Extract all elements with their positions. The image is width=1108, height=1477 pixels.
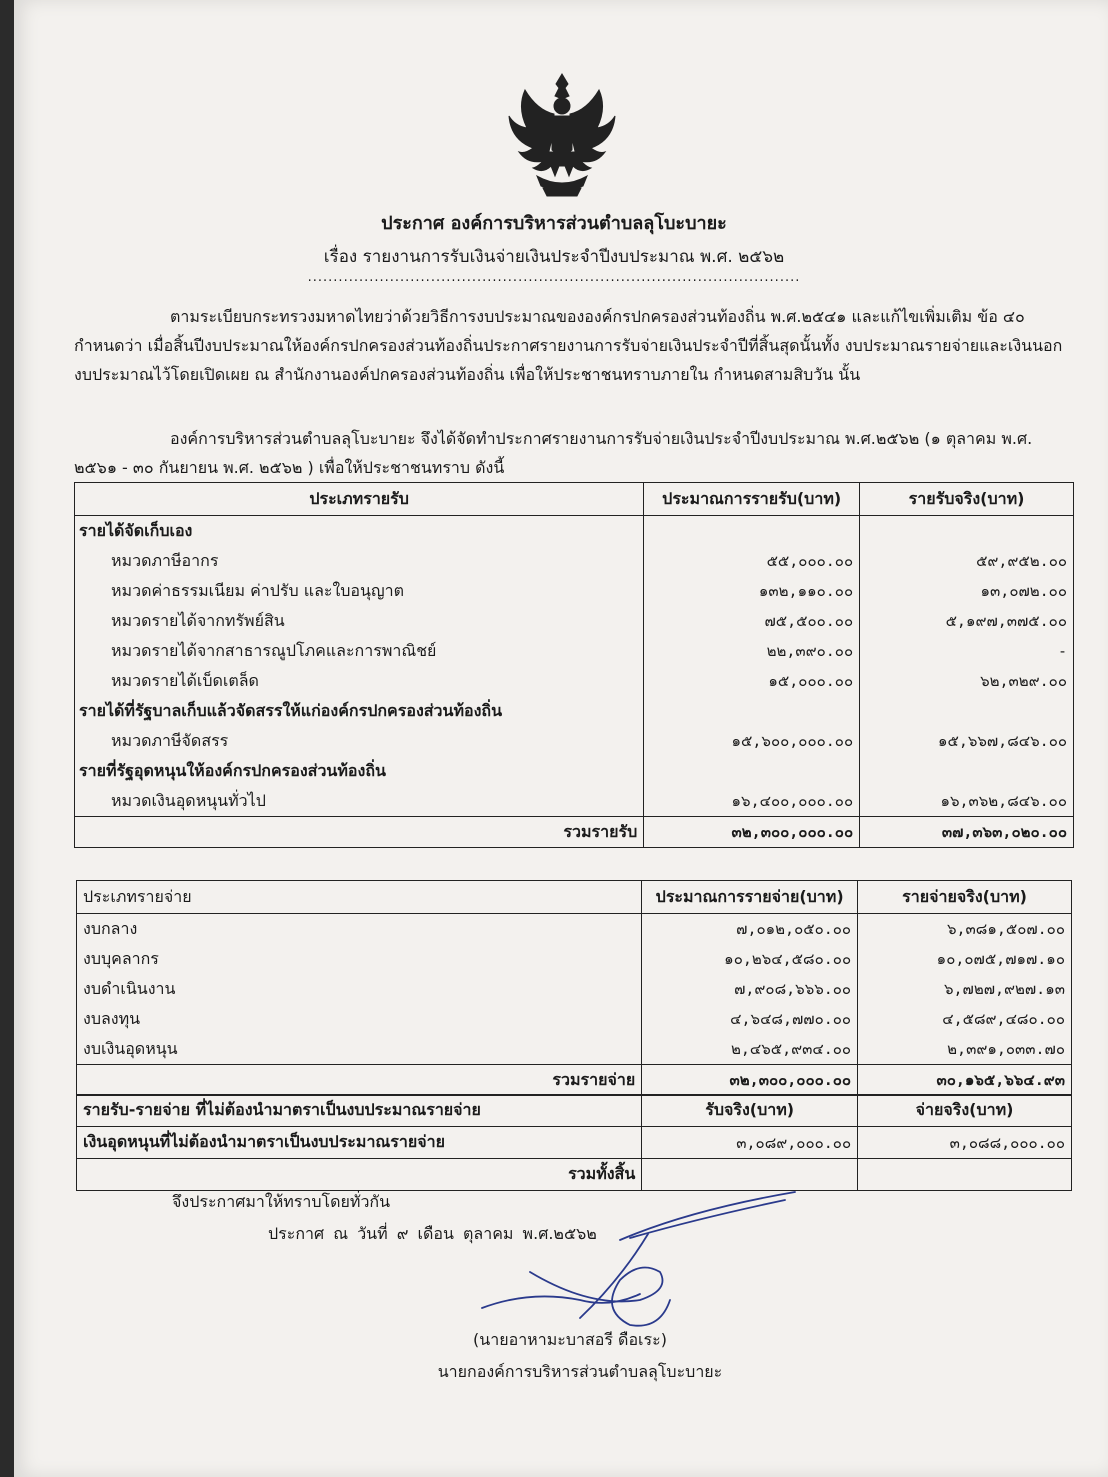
non-budget-col-type: รายรับ-รายจ่าย ที่ไม่ต้องนำมาตราเป็นงบประมาณรายจ่าย: [77, 1095, 642, 1127]
closing-line: จึงประกาศมาให้ทราบโดยทั่วกัน: [172, 1192, 391, 1211]
income-total-estimate: ๓๒,๓๐๐,๐๐๐.๐๐: [644, 817, 860, 848]
expense-total-row: [77, 1065, 1072, 1096]
table-row: [77, 974, 1072, 1004]
income-label: หมวดรายได้จากทรัพย์สิน: [75, 606, 644, 636]
table-row: [77, 1127, 1072, 1159]
garuda-emblem-icon: [507, 70, 617, 200]
income-total-actual: ๓๗,๓๖๓,๐๒๐.๐๐: [860, 817, 1074, 848]
non-budget-table: [76, 1094, 1072, 1191]
table-row: [77, 914, 1072, 945]
income-header-row: [75, 483, 1074, 516]
table-row: [75, 546, 1074, 576]
paragraph-2: องค์การบริหารส่วนตำบลลุโบะบายะ จึงได้จัดทำประกาศรายงานการรับจ่ายเงินประจำปีงบประมาณ พ.ศ.๒๕๖๒ (๑ ตุลาคม พ.ศ. ๒๕๖๑ - ๓๐ กันยายน พ.ศ. ๒๕๖๒ ) เพื่อให้ประชาชนทราบ ดังนี้: [74, 429, 1033, 477]
non-budget-total-row: [77, 1159, 1072, 1191]
income-actual: ๕๙,๙๕๒.๐๐: [860, 546, 1074, 576]
table-row: [77, 944, 1072, 974]
expense-col-estimate: ประมาณการรายจ่าย(บาท): [642, 881, 858, 914]
signer-position: นายกองค์การบริหารส่วนตำบลลุโบะบายะ: [437, 1362, 723, 1381]
income-label: หมวดรายได้จากสาธารณูปโภคและการพาณิชย์: [75, 636, 644, 666]
income-estimate: ๒๒,๓๙๐.๐๐: [644, 636, 860, 666]
income-label: หมวดเงินอุดหนุนทั่วไป: [75, 786, 644, 817]
table-row: [75, 726, 1074, 756]
signer-name: (นายอาหามะบาสอรี ดือเระ): [473, 1330, 667, 1349]
income-actual: ๑๕,๖๖๗,๘๔๖.๐๐: [860, 726, 1074, 756]
income-actual: -: [860, 636, 1074, 666]
income-estimate: ๑๓๒,๑๑๐.๐๐: [644, 576, 860, 606]
expense-header-row: [77, 881, 1072, 914]
table-row: [75, 606, 1074, 636]
expense-col-actual: รายจ่ายจริง(บาท): [858, 881, 1072, 914]
expense-actual: ๒,๓๙๑,๐๓๓.๗๐: [858, 1034, 1072, 1065]
income-actual: ๕,๑๙๗,๓๗๕.๐๐: [860, 606, 1074, 636]
table-row: [75, 786, 1074, 817]
income-estimate: ๗๕,๕๐๐.๐๐: [644, 606, 860, 636]
expense-label: งบลงทุน: [77, 1004, 642, 1034]
table-row: [75, 576, 1074, 606]
expense-actual: ๔,๕๘๙,๔๘๐.๐๐: [858, 1004, 1072, 1034]
income-estimate: ๑๕,๐๐๐.๐๐: [644, 666, 860, 696]
expense-total-estimate: ๓๒,๓๐๐,๐๐๐.๐๐: [642, 1065, 858, 1096]
announcement-subject: เรื่อง รายงานการรับเงินจ่ายเงินประจำปีงบประมาณ พ.ศ. ๒๕๖๒: [323, 247, 785, 267]
handwritten-signature-icon: [470, 1190, 800, 1340]
expense-actual: ๑๐,๐๗๕,๗๑๗.๑๐: [858, 944, 1072, 974]
income-estimate: ๑๖,๔๐๐,๐๐๐.๐๐: [644, 786, 860, 817]
income-total-label: รวมรายรับ: [75, 817, 644, 848]
income-actual: ๑๓,๐๗๒.๐๐: [860, 576, 1074, 606]
income-col-actual: รายรับจริง(บาท): [860, 483, 1074, 516]
income-actual: ๖๒,๓๒๙.๐๐: [860, 666, 1074, 696]
paragraph-1: ตามระเบียบกระทรวงมหาดไทยว่าด้วยวิธีการงบประมาณขององค์กรปกครองส่วนท้องถิ่น พ.ศ.๒๕๔๑ และแก้ไขเพิ่มเติม ข้อ ๔๐ กำหนดว่า เมื่อสิ้นปีงบประมาณให้องค์กรปกครองส่วนท้องถิ่นประกาศรายงานการรับจ่ายเงินประจำปีที่สิ้นสุดนั้นทั้ง งบประมาณรายจ่ายและเงินนอกงบประมาณไว้โดยเปิดเผย ณ สำนักงานองค์ปกครองส่วนท้องถิ่น เพื่อให้ประชาชนทราบภายใน กำหนดสามสิบวัน นั้น: [74, 307, 1063, 384]
grand-total-label: รวมทั้งสิ้น: [77, 1159, 642, 1191]
announcement-date: ประกาศ ณ วันที่ ๙ เดือน ตุลาคม พ.ศ.๒๕๖๒: [268, 1224, 597, 1243]
table-row: [75, 516, 1074, 547]
non-budget-col-received: รับจริง(บาท): [642, 1095, 858, 1127]
income-label: หมวดค่าธรรมเนียม ค่าปรับ และใบอนุญาต: [75, 576, 644, 606]
income-category: รายได้ที่รัฐบาลเก็บแล้วจัดสรรให้แก่องค์กรปกครองส่วนท้องถิ่น: [75, 696, 644, 726]
income-estimate: ๕๕,๐๐๐.๐๐: [644, 546, 860, 576]
expense-actual: ๖,๓๘๑,๕๐๗.๐๐: [858, 914, 1072, 945]
expense-label: งบกลาง: [77, 914, 642, 945]
expense-col-type: ประเภทรายจ่าย: [77, 881, 642, 914]
expense-label: งบเงินอุดหนุน: [77, 1034, 642, 1065]
expense-estimate: ๔,๖๔๘,๗๗๐.๐๐: [642, 1004, 858, 1034]
non-budget-label: เงินอุดหนุนที่ไม่ต้องนำมาตราเป็นงบประมาณรายจ่าย: [77, 1127, 642, 1159]
expense-estimate: ๗,๐๑๒,๐๕๐.๐๐: [642, 914, 858, 945]
income-col-type: ประเภทรายรับ: [75, 483, 644, 516]
expense-label: งบบุคลากร: [77, 944, 642, 974]
table-row: [75, 666, 1074, 696]
non-budget-received: ๓,๐๘๙,๐๐๐.๐๐: [642, 1127, 858, 1159]
income-label: หมวดภาษีอากร: [75, 546, 644, 576]
income-category: รายที่รัฐอุดหนุนให้องค์กรปกครองส่วนท้องถิ่น: [75, 756, 644, 786]
income-total-row: [75, 817, 1074, 848]
table-row: [77, 1034, 1072, 1065]
separator-dots: ................................................................................................: [307, 270, 801, 285]
expense-estimate: ๑๐,๒๖๔,๕๘๐.๐๐: [642, 944, 858, 974]
income-table: [74, 482, 1074, 848]
table-row: [75, 636, 1074, 666]
non-budget-paid: ๓,๐๘๘,๐๐๐.๐๐: [858, 1127, 1072, 1159]
table-row: [75, 756, 1074, 786]
announcement-title: ประกาศ องค์การบริหารส่วนตำบลลุโบะบายะ: [381, 213, 727, 234]
expense-label: งบดำเนินงาน: [77, 974, 642, 1004]
non-budget-header-row: [77, 1095, 1072, 1127]
expense-estimate: ๗,๙๐๘,๖๖๖.๐๐: [642, 974, 858, 1004]
table-row: [75, 696, 1074, 726]
non-budget-col-paid: จ่ายจริง(บาท): [858, 1095, 1072, 1127]
income-label: หมวดภาษีจัดสรร: [75, 726, 644, 756]
income-label: หมวดรายได้เบ็ดเตล็ด: [75, 666, 644, 696]
income-col-estimate: ประมาณการรายรับ(บาท): [644, 483, 860, 516]
expense-actual: ๖,๗๒๗,๙๒๗.๑๓: [858, 974, 1072, 1004]
income-category: รายได้จัดเก็บเอง: [75, 516, 644, 547]
income-estimate: ๑๕,๖๐๐,๐๐๐.๐๐: [644, 726, 860, 756]
table-row: [77, 1004, 1072, 1034]
expense-total-label: รวมรายจ่าย: [77, 1065, 642, 1096]
expense-estimate: ๒,๔๖๕,๙๓๔.๐๐: [642, 1034, 858, 1065]
expense-table: [76, 880, 1072, 1096]
expense-total-actual: ๓๐,๑๖๕,๖๖๔.๙๓: [858, 1065, 1072, 1096]
income-actual: ๑๖,๓๖๒,๘๔๖.๐๐: [860, 786, 1074, 817]
